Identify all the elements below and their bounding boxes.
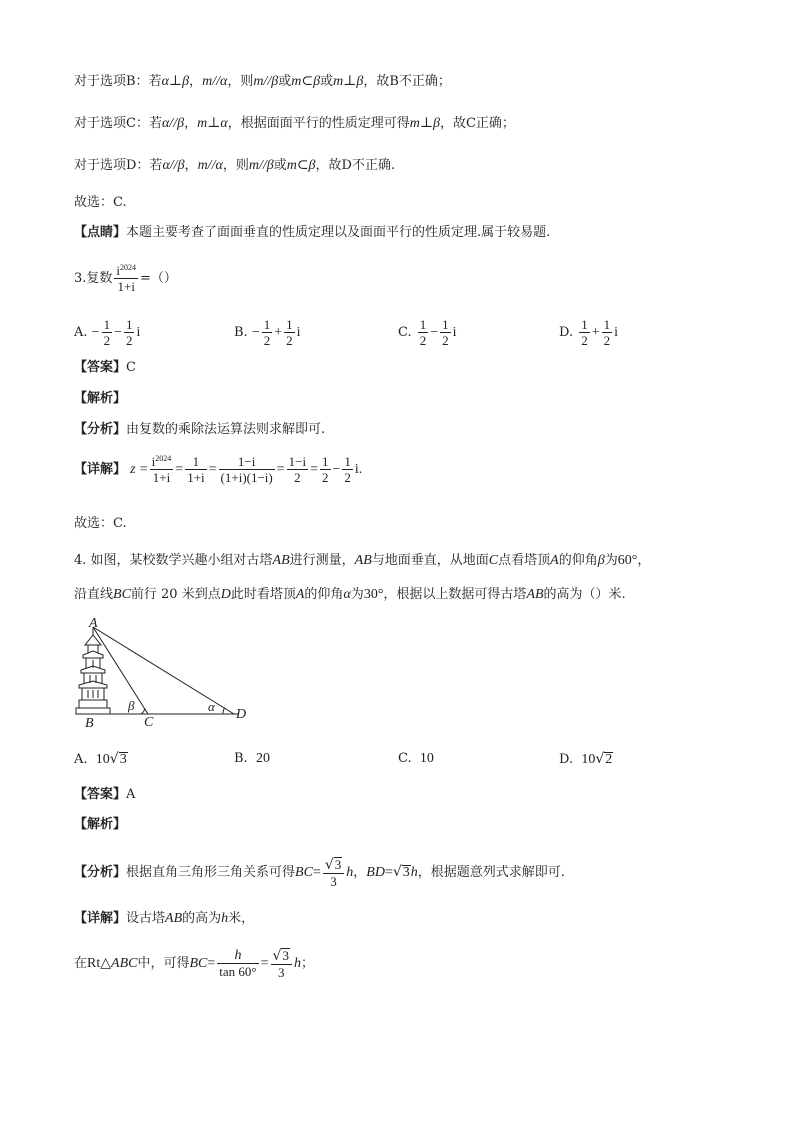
math: BC [295,865,313,880]
math: AB [354,553,372,568]
text: 的仰角 [304,587,344,602]
q3-fraction [114,263,138,294]
fenxi-tag: 【分析】 [74,865,127,880]
radicand: 3 [282,947,289,963]
q3-choose: 故选：C. [74,516,127,531]
option-label: C. [398,325,412,340]
answer-value: A [126,787,136,802]
sqrt-symbol-icon: √ [324,856,334,873]
comment-text: 本题主要考查了面面垂直的性质定理以及面面平行的性质定理.属于较易题. [126,225,551,240]
option-d-analysis [74,156,395,176]
q3-option-c[interactable] [398,316,457,350]
den: 2 [603,333,611,348]
math: ABC [111,956,138,971]
math: A [295,587,305,602]
fraction [440,317,451,348]
comment-tag: 【点睛】 [74,225,127,240]
sqrt-symbol-icon: √ [109,751,119,767]
text: ，故B不正确； [363,74,451,89]
fraction [323,857,344,889]
q4-option-b[interactable] [234,749,270,769]
equals: = [260,956,269,971]
text: ， [184,116,198,131]
sqrt-symbol-icon: √ [392,864,402,880]
fraction [342,454,353,485]
q4-fenxi [74,852,565,893]
fraction [185,454,206,485]
fraction [262,317,273,348]
text: ， [189,74,203,89]
answer-tag: 【答案】 [74,787,127,802]
q4-detail-line1 [74,909,254,929]
option-label: B. [234,751,248,766]
pagoda-drawing [76,627,110,714]
text: ，根据面面平行的性质定理可得 [227,116,410,131]
minus: − [332,462,341,477]
unit: i [136,325,141,340]
fraction [287,454,308,485]
den: 2 [581,333,588,348]
text: 设古塔 [126,911,166,926]
sign: − [91,325,100,340]
text: ； [300,956,314,971]
text: ， [184,158,198,173]
den: 2 [294,470,301,485]
answer-value: C [126,360,136,375]
sign: + [591,325,600,340]
math: m⊂β [291,74,321,89]
text: 在 [74,956,88,971]
fenxi-text: 由复数的乘除法运算法则求解即可. [126,422,326,437]
option-value: 10 [419,751,434,766]
label-b: B [85,716,94,731]
math: α [343,587,351,602]
equals: = [175,462,184,477]
option-label: A. [74,325,88,340]
var-h: h [293,956,301,971]
equals: = [139,462,148,477]
q3-answer [74,358,136,378]
fraction [102,317,113,348]
var-z: z [130,462,136,477]
num: 1 [125,317,133,332]
var-h: h [346,865,354,880]
den: (1+i)(1−i) [220,470,273,485]
text: 前行 20 米到点 [130,587,221,602]
math: m//α [197,158,223,173]
q4-analysis-tag [74,815,126,835]
text: ， [637,553,651,568]
label-c: C [144,715,154,730]
num: 1 [185,454,206,470]
comment-line [74,223,550,243]
option-value: 20 [255,751,270,766]
denominator: 1+i [117,279,135,294]
den: 1+i [187,470,205,485]
math: AB [165,911,183,926]
den: 1+i [152,470,171,485]
radicand: 2 [605,752,613,767]
text: 与地面垂直，从地面 [371,553,489,568]
q4-stem-line2 [74,585,626,605]
q3-analysis-tag [74,389,126,409]
math: 60° [617,553,638,568]
num: 1 [322,454,329,469]
label-beta: β [128,698,135,713]
num-base: i [151,454,156,469]
fraction [219,454,275,485]
math: m⊥β [333,74,364,89]
unit: i [452,325,457,340]
text: 进行测量， [289,553,355,568]
q4-option-c[interactable] [398,749,434,769]
math: α//β [161,116,185,131]
option-label: A. [74,752,88,767]
fraction [418,317,429,348]
num: 1 [286,317,293,332]
equals: = [208,462,217,477]
prev-choose: 故选：C. [74,195,127,210]
text: 点看塔顶 [498,553,551,568]
math: A [550,553,559,568]
den: 2 [125,333,133,348]
math: AB [526,587,544,602]
equals: = [312,865,321,880]
math: β [597,553,605,568]
sign: − [114,325,122,340]
fraction [320,454,331,485]
fraction [284,317,295,348]
num-exp: 2024 [155,454,172,463]
den: 2 [322,470,329,485]
text: 或 [273,158,287,173]
math: BC [113,587,131,602]
fraction [217,948,258,979]
math: C [488,553,499,568]
detail-tag: 【详解】 [74,911,127,926]
q3-number: 3.复数 [74,271,113,286]
text: ，故C正确； [439,116,515,131]
q4-option-d[interactable] [559,749,613,770]
beta-arc [141,709,145,715]
text: 的仰角 [558,553,598,568]
pagoda-figure [70,617,260,732]
den: 2 [286,333,293,348]
option-label: C. [398,751,412,766]
math: m//α [202,74,228,89]
unit: i [296,325,301,340]
math: BC [189,956,208,971]
option-c-analysis [74,114,515,134]
text: 的高为（）米. [543,587,626,602]
den: 3 [277,964,285,980]
text: 为 [604,553,618,568]
label-a: A [89,617,98,631]
q4-detail-line2 [74,944,314,984]
q3-stem-tail: =（） [140,271,177,286]
unit: i [614,325,619,340]
q3-stem [74,260,177,298]
den: 2 [263,333,271,348]
text: 的高为 [182,911,222,926]
num-base: i [116,263,121,278]
fraction [124,317,135,348]
num-exp: 2024 [120,263,137,272]
num: 1 [581,317,588,332]
q3-option-a[interactable] [74,316,140,350]
text: 此时看塔顶 [230,587,296,602]
math: m//β [253,74,279,89]
q4-answer [74,785,135,805]
text: 对于选项D：若 [74,158,163,173]
text: 4. 如图，某校数学兴趣小组对古塔 [74,553,273,568]
label-alpha: α [208,699,215,714]
q4-stem-line1 [74,551,650,571]
text: 或 [278,74,292,89]
math: α⊥β [161,74,190,89]
option-value: 10 [95,752,110,767]
var-h: h [410,865,418,880]
sign: − [251,325,260,340]
q3-fenxi [74,420,325,440]
num: 1 [344,454,351,469]
text: 对于选项C：若 [74,116,162,131]
math: m⊥α [197,116,228,131]
equals: = [310,462,319,477]
num: 1 [103,317,111,332]
unit: i. [354,462,363,477]
den: 3 [330,873,337,889]
num: 1 [442,317,449,332]
text: ， [353,865,367,880]
math: AB [272,553,290,568]
num: 1 [603,317,611,332]
analysis-tag: 【解析】 [74,817,127,832]
fenxi-tag: 【分析】 [74,422,127,437]
sqrt-symbol-icon: √ [272,947,282,964]
label-d: D [236,707,247,722]
text: 为 [350,587,364,602]
option-value: 10 [581,752,596,767]
sqrt-symbol-icon: √ [595,751,605,767]
num: 1 [263,317,271,332]
q3-option-d[interactable] [559,316,618,350]
radicand: 3 [334,856,342,872]
num: 1 [419,317,427,332]
math: BD [366,865,385,880]
alpha-arc [223,708,225,715]
sign: − [430,325,439,340]
analysis-tag: 【解析】 [74,391,127,406]
math: m⊂β [286,158,316,173]
equals: = [276,462,285,477]
sign: + [274,325,283,340]
math: α//β [162,158,185,173]
math: 30° [363,587,384,602]
option-label: D. [559,325,574,340]
num: 1−i [288,454,307,469]
option-b-analysis [74,72,451,92]
var-h: h [221,911,229,926]
math: D [220,587,231,602]
fraction [271,948,292,980]
num: h [217,948,258,964]
q3-option-b[interactable] [234,316,301,350]
den: 2 [103,333,111,348]
fraction [579,317,590,348]
text: ，根据以上数据可得古塔 [383,587,527,602]
text: 对于选项B：若 [74,74,162,89]
den: 2 [419,333,427,348]
equals: = [207,956,216,971]
radicand: 3 [119,752,127,767]
fraction [602,317,613,348]
math: m//β [248,158,274,173]
math: m⊥β [409,116,440,131]
fraction [150,454,174,485]
q3-detail [74,450,362,490]
text: 沿直线 [74,587,114,602]
text: 米， [228,911,255,926]
text: 中，可得 [137,956,190,971]
den: 2 [344,470,351,485]
text: 或 [320,74,334,89]
text: 根据直角三角形三角关系可得 [126,865,296,880]
text: ，则 [222,158,249,173]
den: 2 [442,333,449,348]
text: ，则 [227,74,254,89]
answer-tag: 【答案】 [74,360,127,375]
den: tan 60° [219,964,257,979]
option-label: B. [234,325,248,340]
num: 1−i [219,454,275,470]
q4-option-a[interactable] [74,749,128,770]
text: ，故D不正确. [315,158,396,173]
equals: = [384,865,393,880]
radicand: 3 [402,865,410,880]
text: ，根据题意列式求解即可. [417,865,565,880]
math: Rt△ [87,956,112,971]
option-label: D. [559,752,574,767]
detail-tag: 【详解】 [74,462,127,477]
